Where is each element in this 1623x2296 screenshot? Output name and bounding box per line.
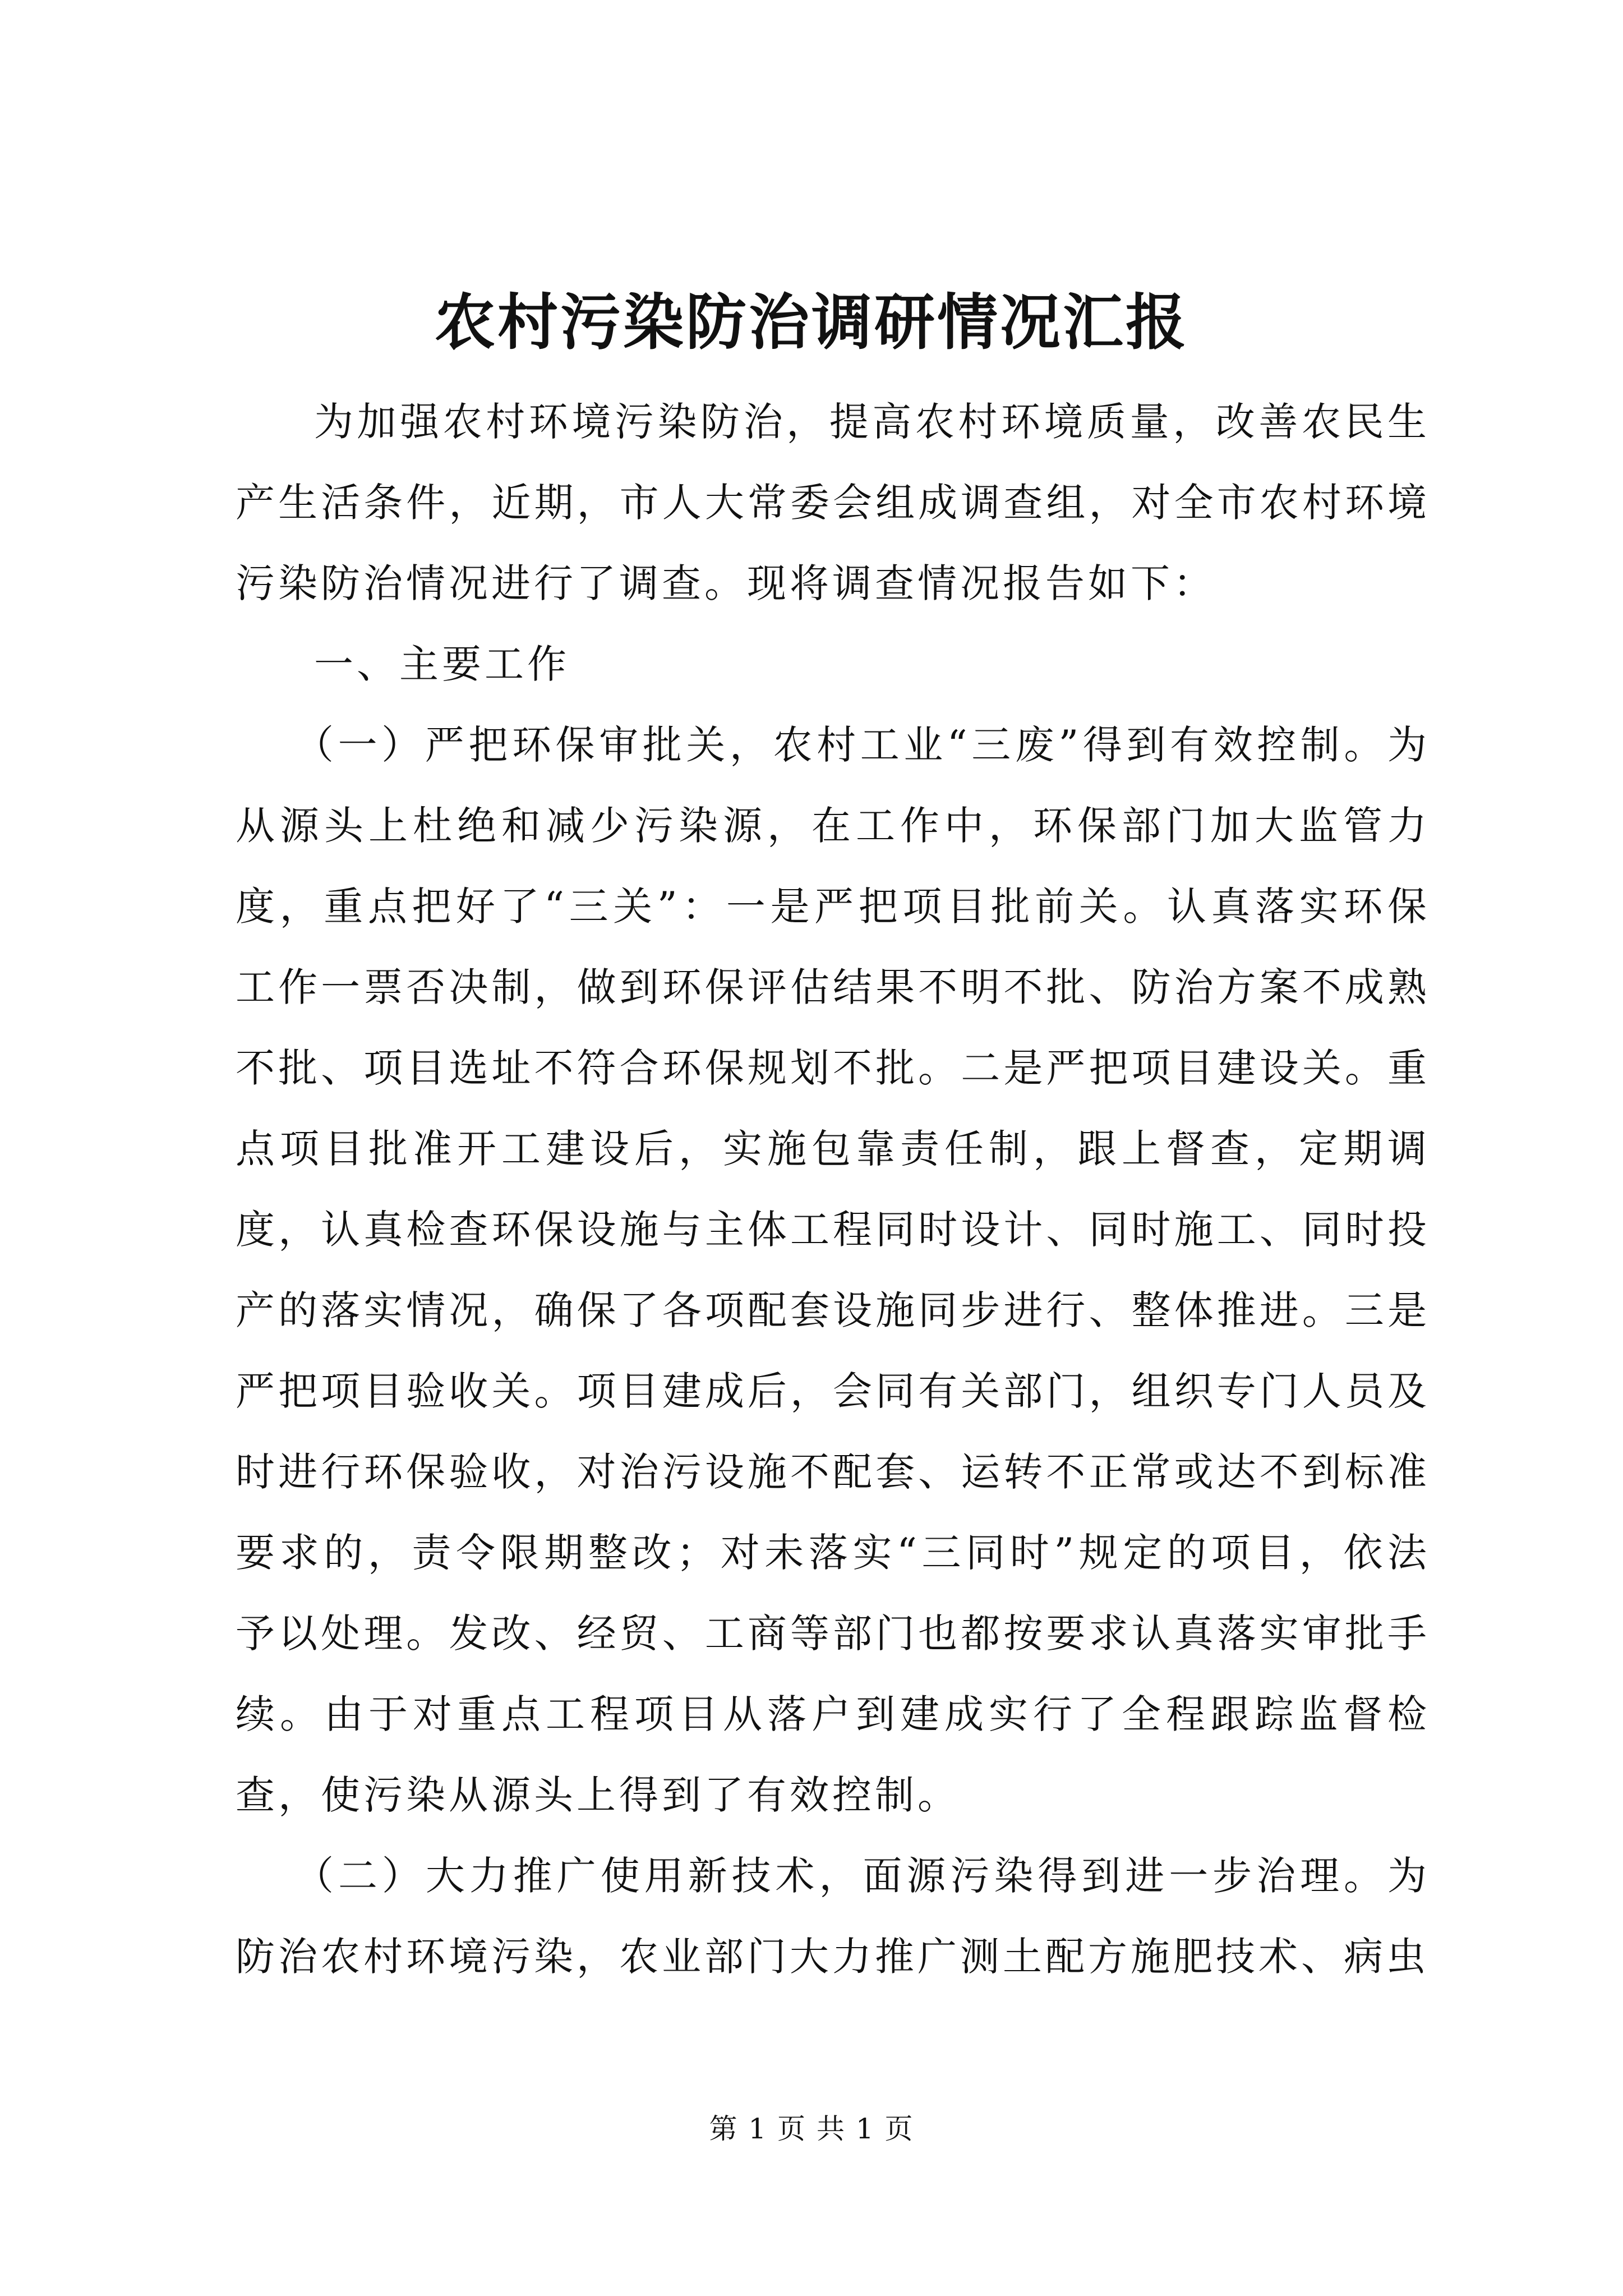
page-footer: 第 1 页 共 1 页 [709, 2113, 914, 2145]
subsection-paragraph-2: （二）大力推广使用新技术，面源污染得到进一步治理。为防治农村环境污染，农业部门大力推广测土配方施肥技术、病虫 [236, 1853, 1430, 1980]
section-heading: 一、主要工作 [314, 641, 570, 687]
intro-paragraph: 为加强农村环境污染防治，提高农村环境质量，改善农民生产生活条件，近期，市人大常委会组成调查组，对全市农村环境污染防治情况进行了调查。现将调查情况报告如下： [236, 399, 1430, 606]
document-title: 农村污染防治调研情况汇报 [434, 287, 1188, 358]
document-body [236, 381, 1430, 1997]
subsection-paragraph-1: （一）严把环保审批关，农村工业“三废”得到有效控制。为从源头上杜绝和减少污染源，在工作中，环保部门加大监管力度，重点把好了“三关”：一是严把项目批前关。认真落实环保工作一票否决制，做到环保评估结果不明不批、防治方案不成熟不批、项目选址不符合环保规划不批。二是严把项目建设关。重点项目批准开工建设后，实施包靠责任制，跟上督查，定期调度，认真检查环保设施与主体工程同时设计、同时施工、同时投产的落实情况，确保了各项配套设施同步进行、整体推进。三是严把项目验收关。项目建成后，会同有关部门，组织专门人员及时进行环保验收，对治污设施不配套、运转不正常或达不到标准要求的，责令限期整改；对未落实“三同时”规定的项目，依法予以处理。发改、经贸、工商等部门也都按要求认真落实审批手续。由于对重点工程项目从落户到建成实行了全程跟踪监督检查，使污染从源头上得到了有效控制。 [236, 722, 1430, 1818]
